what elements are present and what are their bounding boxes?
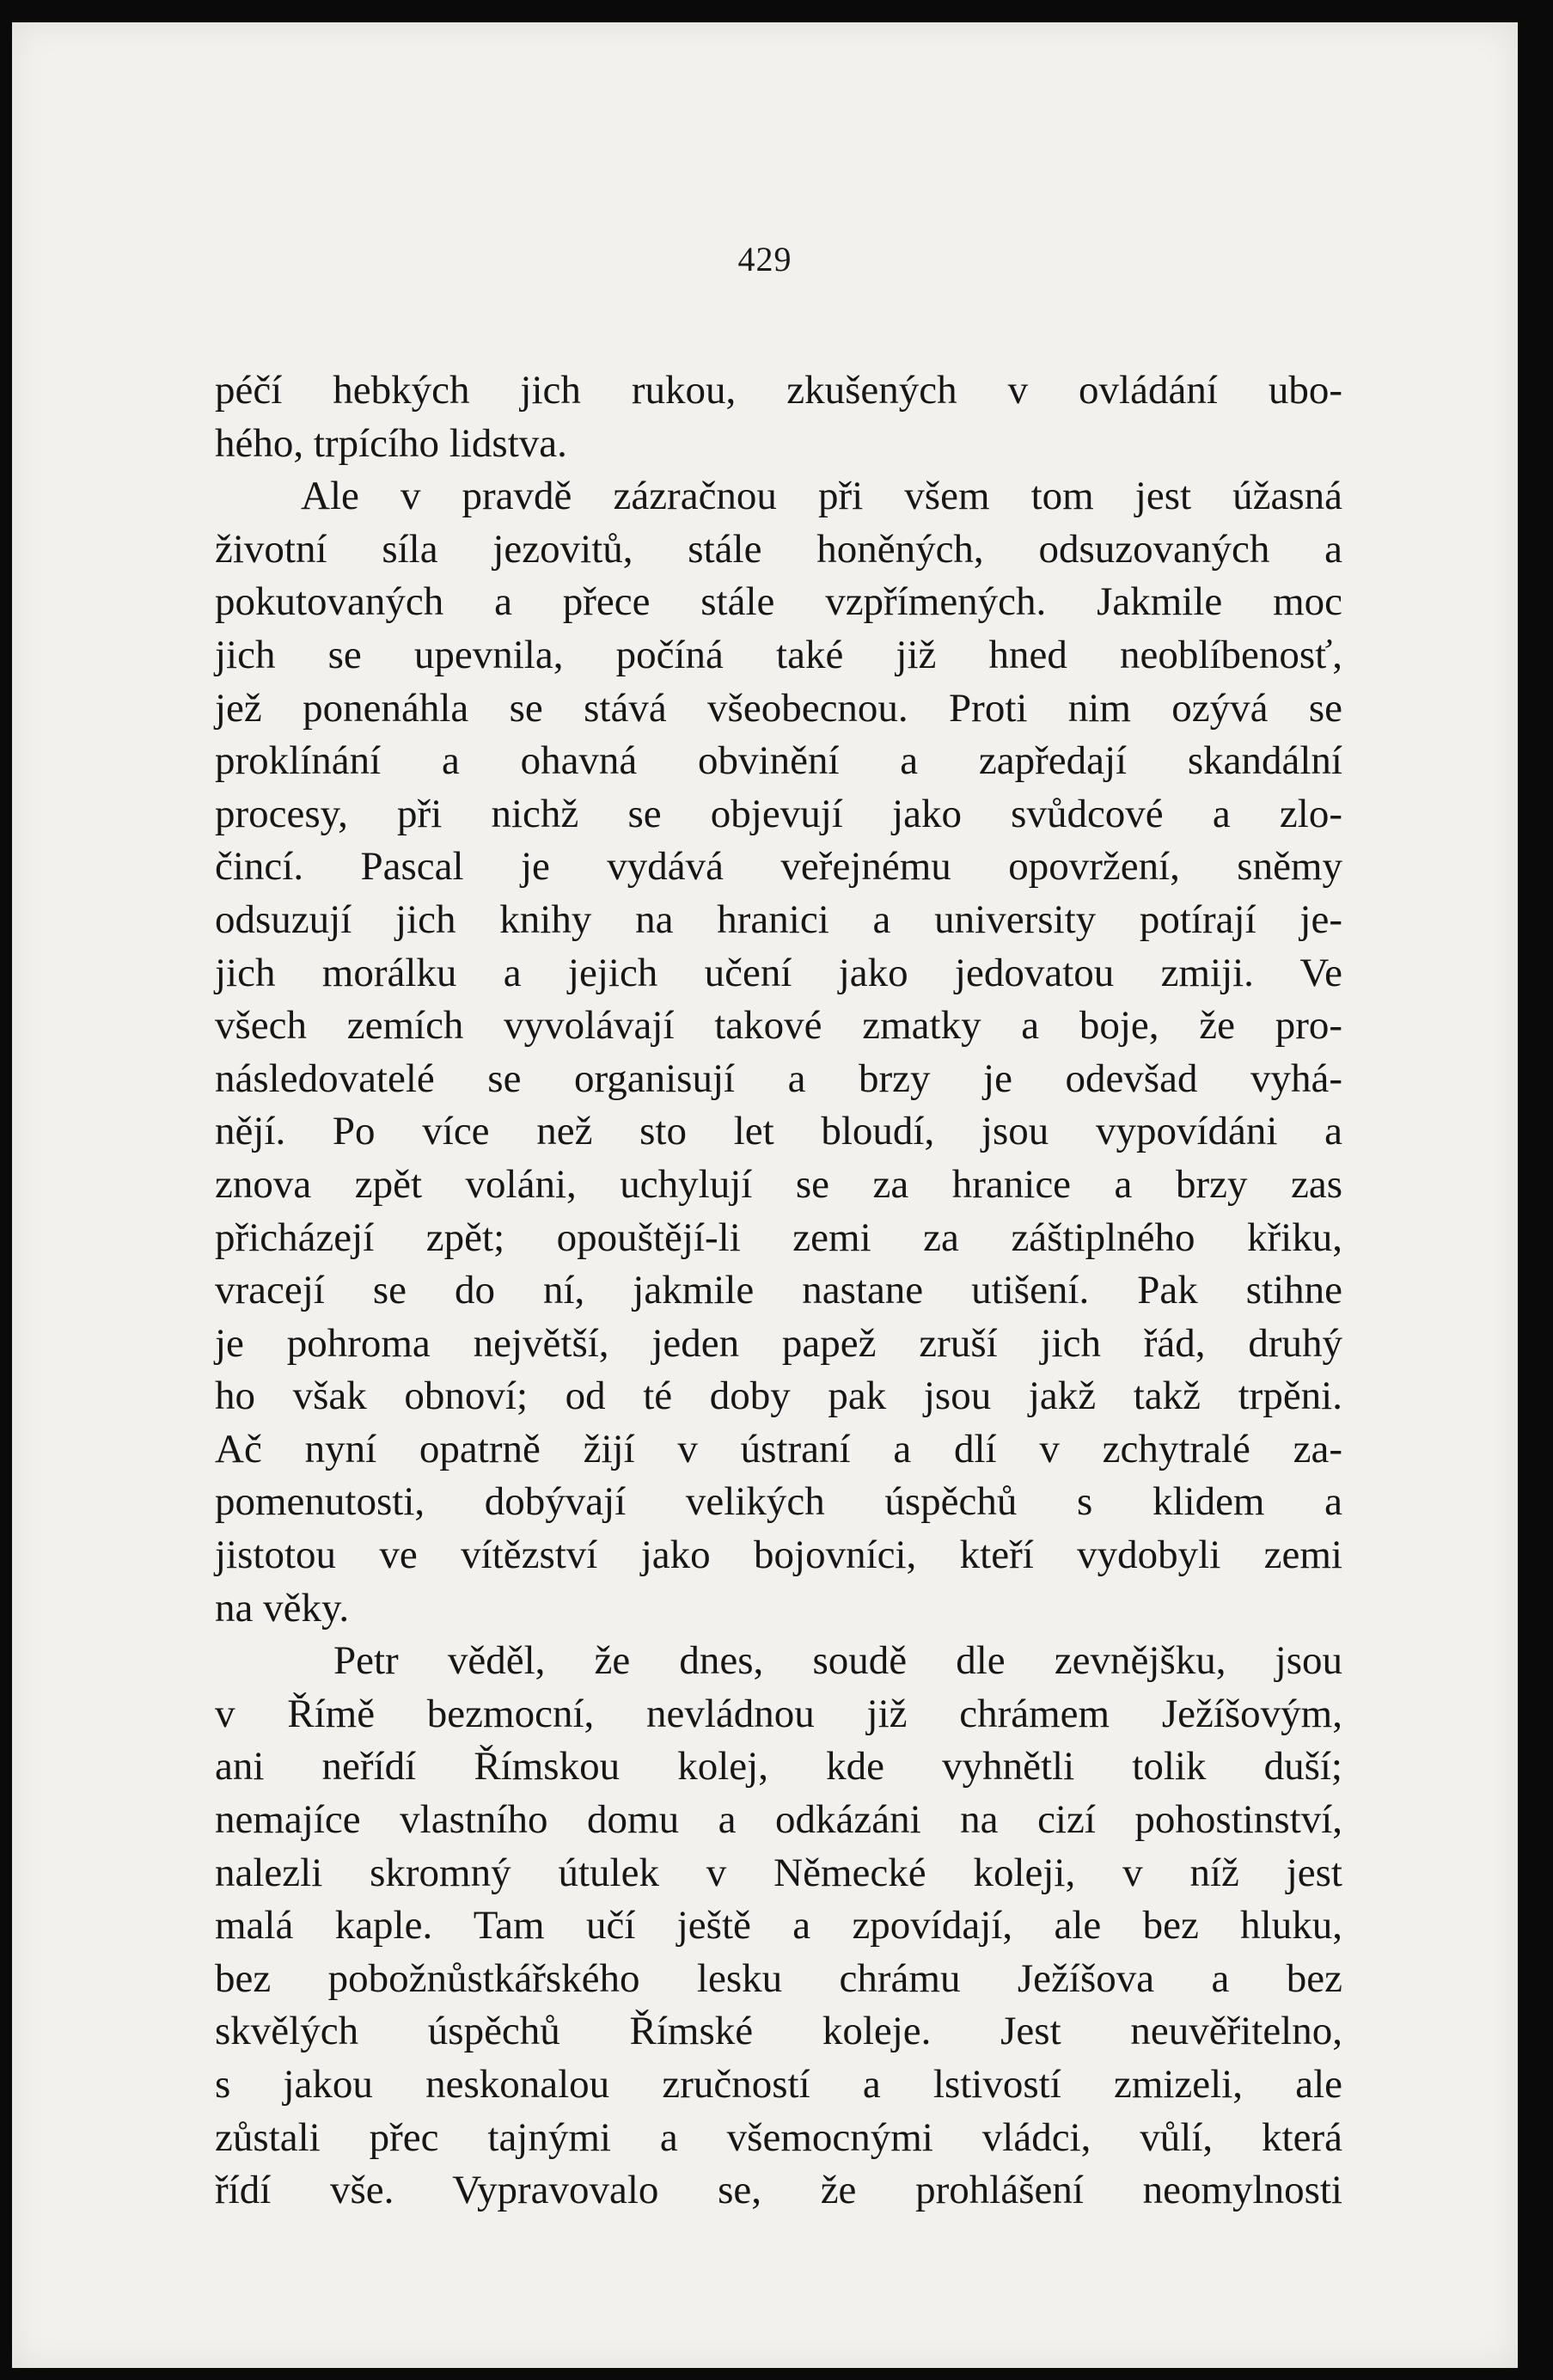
text-line: následovatelé se organisují a brzy je odevšad vyhá- xyxy=(215,1055,1342,1101)
text-line: nemajíce vlastního domu a odkázáni na cizí pohostinství, xyxy=(215,1797,1342,1843)
text-line: vracejí se do ní, jakmile nastane utišení. Pak stihne xyxy=(215,1268,1342,1313)
text-line: péčí hebkých jich rukou, zkušených v ovládání ubo- xyxy=(215,368,1342,413)
paragraph-3 xyxy=(215,1635,1342,2218)
text-line: na věky. xyxy=(215,1585,350,1631)
text-line: pokutovaných a přece stále vzpřímených. Jakmile moc xyxy=(215,579,1342,625)
text-line: v Římě bezmocní, nevládnou již chrámem Ježíšovým, xyxy=(215,1691,1342,1736)
text-line: všech zemích vyvolávají takové zmatky a boje, že pro- xyxy=(215,1003,1342,1049)
text-line: znova zpět voláni, uchylují se za hranice a brzy zas xyxy=(215,1161,1342,1207)
paragraph-1 xyxy=(215,364,1342,470)
book-page xyxy=(12,22,1518,2368)
text-line: jich morálku a jejich učení jako jedovatou zmiji. Ve xyxy=(215,950,1342,995)
text-line: Petr věděl, že dnes, soudě dle zevnějšku, jsou xyxy=(333,1638,1342,1684)
text-line: jich se upevnila, počíná také již hned neoblíbenosť, xyxy=(215,632,1342,677)
page-number: 429 xyxy=(737,240,792,278)
text-line: řídí vše. Vypravovalo se, že prohlášení neomylnosti xyxy=(215,2168,1342,2213)
text-line: hého, trpícího lidstva. xyxy=(215,420,567,466)
body-text xyxy=(215,364,1342,2218)
text-line: proklínání a ohavná obvinění a zapředají skandální xyxy=(215,738,1342,784)
text-line: odsuzují jich knihy na hranici a university potírají je- xyxy=(215,896,1342,942)
text-line: jež ponenáhla se stává všeobecnou. Proti nim ozývá se xyxy=(215,685,1342,731)
text-line: Ač nyní opatrně žijí v ústraní a dlí v zchytralé za- xyxy=(215,1426,1342,1471)
text-line: zůstali přec tajnými a všemocnými vládci, vůlí, která xyxy=(215,2114,1342,2160)
text-line: čincí. Pascal je vydává veřejnému opovržení, sněmy xyxy=(215,844,1342,890)
text-line: bez pobožnůstkářského lesku chrámu Ježíšova a bez xyxy=(215,1955,1342,2001)
text-line: je pohroma největší, jeden papež zruší jich řád, druhý xyxy=(215,1320,1342,1366)
text-line: přicházejí zpět; opouštějí-li zemi za záštiplného křiku, xyxy=(215,1214,1342,1260)
text-line: ho však obnoví; od té doby pak jsou jakž takž trpěni. xyxy=(215,1374,1342,1419)
text-line: procesy, při nichž se objevují jako svůdcové a zlo- xyxy=(215,791,1342,836)
text-line: ani neřídí Římskou kolej, kde vyhnětli tolik duší; xyxy=(215,1744,1342,1790)
text-line: životní síla jezovitů, stále honěných, odsuzovaných a xyxy=(215,526,1342,572)
text-line: malá kaple. Tam učí ještě a zpovídají, ale bez hluku, xyxy=(215,1903,1342,1949)
text-line: s jakou neskonalou zručností a lstivostí zmizeli, ale xyxy=(215,2062,1342,2107)
text-line: jistotou ve vítězství jako bojovníci, kteří vydobyli zemi xyxy=(215,1533,1342,1578)
text-line: nějí. Po více než sto let bloudí, jsou vypovídáni a xyxy=(215,1109,1342,1154)
paragraph-2 xyxy=(215,470,1342,1635)
text-line: nalezli skromný útulek v Německé koleji, v níž jest xyxy=(215,1850,1342,1895)
text-line: Ale v pravdě zázračnou při všem tom jest úžasná xyxy=(301,474,1342,519)
text-line: skvělých úspěchů Římské koleje. Jest neuvěřitelno, xyxy=(215,2009,1342,2054)
text-line: pomenutosti, dobývají velikých úspěchů s klidem a xyxy=(215,1479,1342,1525)
